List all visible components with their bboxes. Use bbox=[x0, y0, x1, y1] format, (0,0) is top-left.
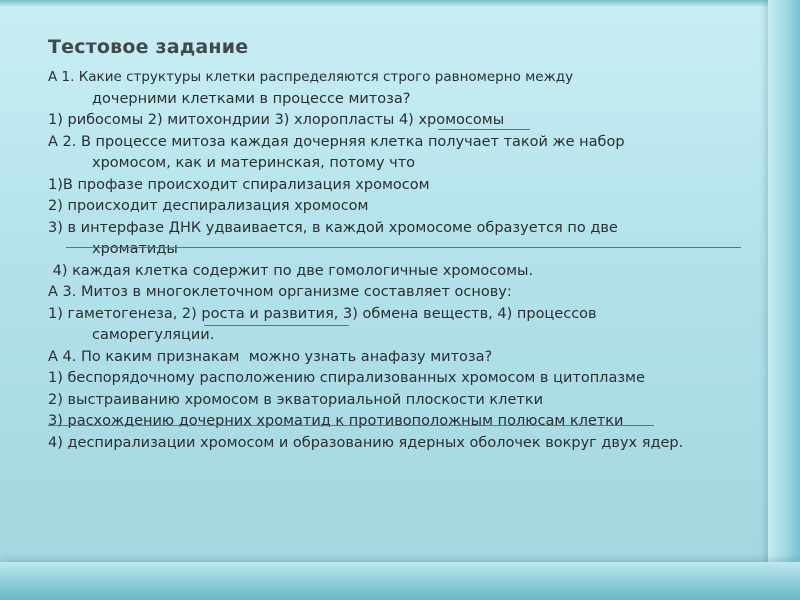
answer-a4-option-2: 2) выстраиванию хромосом в экваториальной плоскости клетки bbox=[48, 391, 544, 408]
answer-a4-option-1: 1) беспорядочному расположению спирализованных хромосом в цитоплазме bbox=[48, 370, 645, 386]
slide-content bbox=[48, 68, 760, 455]
correct-answer-underline-a4 bbox=[48, 425, 654, 426]
question-a1-line-1: А 1. Какие структуры клетки распределяются строго равномерно между bbox=[48, 69, 574, 85]
answer-a3-options-line-1: 1) гаметогенеза, 2) роста и развития, 3) обмена веществ, 4) процессов bbox=[48, 305, 597, 322]
correct-answer-underline-a3 bbox=[204, 325, 349, 326]
slide-frame-right bbox=[768, 0, 800, 600]
question-a2-line-2: хромосом, как и материнская, потому что bbox=[92, 155, 416, 171]
correct-answer-underline-a2 bbox=[66, 247, 741, 248]
answer-a2-option-2: 2) происходит деспирализация хромосом bbox=[48, 198, 369, 214]
slide-frame-top bbox=[0, 0, 800, 6]
slide-title: Тестовое задание bbox=[48, 36, 249, 58]
answer-a2-option-3-line-1: 3) в интерфазе ДНК удваивается, в каждой хромосоме образуется по две bbox=[48, 219, 618, 236]
answer-a2-option-3-line-2: хроматиды bbox=[92, 241, 178, 257]
question-a1-line-2: дочерними клетками в процессе митоза? bbox=[92, 90, 411, 107]
slide-frame-bottom bbox=[0, 562, 800, 600]
question-a4: А 4. По каким признакам можно узнать анафазу митоза? bbox=[48, 348, 493, 365]
correct-answer-underline-a1 bbox=[438, 129, 530, 130]
answer-a4-option-3: 3) расхождению дочерних хроматид к противоположным полюсам клетки bbox=[48, 413, 624, 429]
answer-a4-option-4: 4) деспирализации хромосом и образованию ядерных оболочек вокруг двух ядер. bbox=[48, 434, 684, 451]
question-a3: А 3. Митоз в многоклеточном организме составляет основу: bbox=[48, 284, 512, 300]
answer-a3-options-line-2: саморегуляции. bbox=[92, 327, 215, 343]
answer-options-a1: 1) рибосомы 2) митохондрии 3) хлоропласты 4) хромосомы bbox=[48, 112, 505, 128]
answer-a2-option-4: 4) каждая клетка содержит по две гомологичные хромосомы. bbox=[48, 262, 534, 279]
question-a2-line-1: А 2. В процессе митоза каждая дочерняя клетка получает такой же набор bbox=[48, 133, 625, 150]
answer-a2-option-1: 1)В профазе происходит спирализация хромосом bbox=[48, 176, 430, 193]
